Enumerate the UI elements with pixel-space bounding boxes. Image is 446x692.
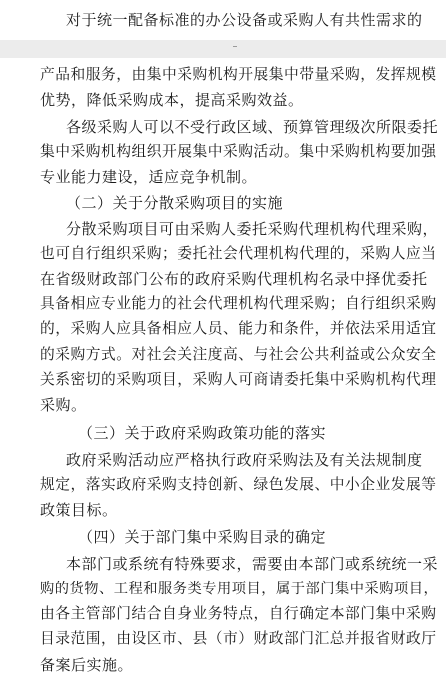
paragraph-line: 本部门或系统有特殊要求，需要由本部门或系统统一采 [66,555,439,573]
page-break-gap [0,40,446,58]
paragraph-line: 的，采购人应具备相应人员、能力和条件，并依法采用适宜 [40,320,437,337]
paragraph-line: 的采购方式。对社会关注度高、与社会公共利益或公众安全 [40,346,437,363]
paragraph-line: 具备相应专业能力的社会代理机构代理采购；自行组织采购 [40,295,437,312]
paragraph-line: 由各主管部门结合自身业务特点，自行确定本部门集中采购 [40,605,437,622]
paragraph-line: 优势，降低采购成本，提高采购效益。 [40,91,304,109]
section-heading: （二）关于分散采购项目的实施 [66,194,284,212]
paragraph-line: 集中采购机构组织开展集中采购活动。集中采购机构要加强 [40,143,437,160]
document-body [0,58,446,692]
paragraph-line: 政策目标。 [40,501,118,519]
paragraph-line: 备案后实施。 [40,656,134,674]
paragraph-line: 购的货物、工程和服务类专用项目，属于部门集中采购项目， [40,581,439,597]
paragraph-line: 关系密切的采购项目，采购人可商请委托集中采购机构代理 [40,371,437,388]
paragraph-line: 专业能力建设，适应竞争机制。 [40,168,258,186]
section-heading: （三）关于政府采购政策功能的落实 [78,424,327,442]
paragraph-line: 在省级财政部门公布的政府采购代理机构名录中择优委托 [40,270,428,288]
paragraph-line: 对于统一配备标准的办公设备或采购人有共性需求的 [66,11,423,29]
paragraph-line: 采购。 [40,396,87,414]
paragraph-line: 产品和服务，由集中采购机构开展集中带量采购，发挥规模 [40,66,437,83]
paragraph-line: 分散采购项目可由采购人委托采购代理机构代理采购， [66,220,439,238]
paragraph-line: 规定，落实政府采购支持创新、绿色发展、中小企业发展等 [40,476,437,493]
section-heading: （四）关于部门集中采购目录的确定 [78,528,327,546]
paragraph-line: 各级采购人可以不受行政区域、预算管理级次所限委托 [66,118,439,136]
paragraph-line: 也可自行组织采购；委托社会代理机构代理的，采购人应当 [40,245,437,262]
paragraph-line: 政府采购活动应严格执行政府采购法及有关法规制度 [66,451,423,469]
page-break-marker [233,46,237,47]
document-top-fragment [0,0,446,40]
paragraph-line: 目录范围，由设区市、县（市）财政部门汇总并报省财政厅 [40,630,437,647]
